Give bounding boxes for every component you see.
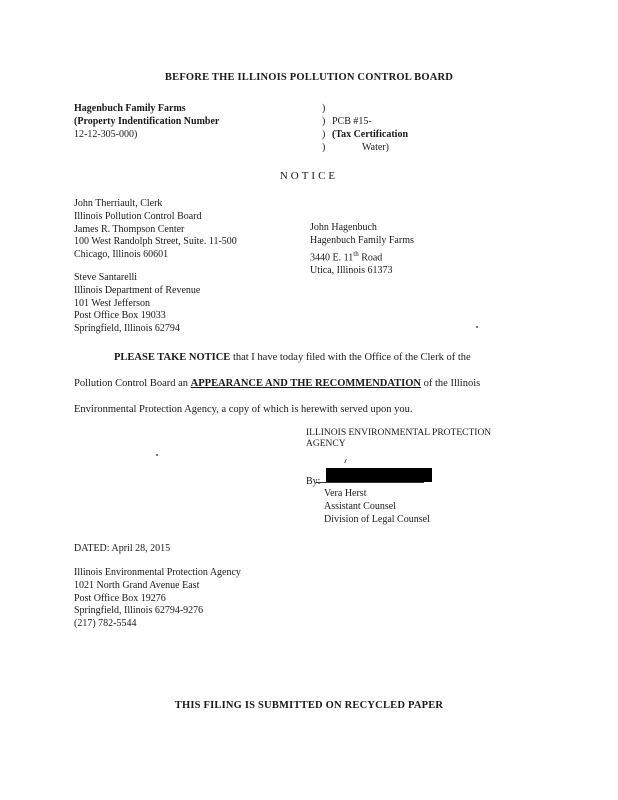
caption-paren: ) (322, 116, 326, 127)
body-line: Environmental Protection Agency, a copy of which is herewith served upon you. (74, 404, 413, 415)
caption-paren: ) (322, 142, 326, 153)
body-line (74, 352, 544, 378)
case-caption-party (74, 102, 219, 141)
notice-heading: NOTICE (279, 170, 339, 182)
address-line: 100 West Randolph Street, Suite. 11-500 (74, 236, 237, 248)
address-line: Post Office Box 19276 (74, 592, 166, 604)
address-line: (217) 782-5544 (74, 618, 137, 630)
signature-line (316, 482, 424, 483)
body-text: of the Illinois (421, 378, 481, 389)
caption-parentheses (322, 102, 325, 154)
redacted-signature (326, 468, 432, 482)
address-line: 101 West Jefferson (74, 297, 151, 309)
document-title: BEFORE THE ILLINOIS POLLUTION CONTROL BOARD (164, 72, 454, 83)
address-line: Springfield, Illinois 62794-9276 (74, 605, 204, 617)
street-suffix: th (353, 249, 359, 258)
body-text: Pollution Control Board an (74, 378, 191, 389)
clerk-address (74, 198, 237, 262)
body-line (74, 378, 544, 404)
docket-number: PCB #15- (332, 116, 372, 127)
scan-speck (156, 454, 158, 456)
epa-address (74, 567, 241, 631)
address-line: John Therriault, Clerk (74, 198, 163, 209)
signer-title: Assistant Counsel (324, 501, 396, 512)
case-type-cont: Water) (362, 142, 389, 153)
address-line: Illinois Pollution Control Board (74, 210, 202, 222)
street-rest: Road (358, 251, 383, 263)
address-line: Steve Santarelli (74, 272, 138, 283)
address-line: Post Office Box 19033 (74, 310, 166, 322)
agency-line: AGENCY (306, 439, 346, 449)
address-line: Illinois Environmental Protection Agency (74, 567, 241, 578)
hagenbuch-address (310, 222, 414, 278)
address-line: 1021 North Grand Avenue East (74, 579, 200, 591)
address-line: James R. Thompson Center (74, 223, 185, 235)
property-id-label: (Property Indentification Number (74, 116, 220, 127)
signer-block (324, 487, 430, 526)
dated-line: DATED: April 28, 2015 (74, 543, 171, 554)
case-caption-docket (332, 102, 408, 154)
address-line: John Hagenbuch (310, 222, 377, 233)
revenue-address (74, 272, 200, 336)
caption-paren: ) (322, 129, 326, 140)
property-id-number: 12-12-305-000) (74, 129, 138, 140)
scan-speck (476, 326, 478, 328)
street-number: 3440 E. 11 (310, 251, 354, 263)
please-take-notice: PLEASE TAKE NOTICE (114, 352, 231, 363)
recycled-paper-footer: THIS FILING IS SUBMITTED ON RECYCLED PAPER (174, 700, 444, 711)
address-line: Chicago, Illinois 60601 (74, 249, 169, 261)
address-line: Illinois Department of Revenue (74, 284, 201, 296)
notice-body (74, 352, 544, 430)
filing-title: APPEARANCE AND THE RECOMMENDATION (190, 378, 422, 389)
signer-name: Vera Herst (324, 488, 367, 499)
address-line (310, 248, 414, 265)
signature-mark (344, 459, 350, 463)
agency-line: ILLINOIS ENVIRONMENTAL PROTECTION (306, 428, 492, 438)
address-line: Utica, Illinois 61373 (310, 264, 393, 276)
address-line: Hagenbuch Family Farms (310, 234, 414, 246)
address-line: Springfield, Illinois 62794 (74, 323, 180, 335)
case-type: (Tax Certification (332, 129, 409, 140)
agency-name (306, 428, 491, 450)
body-text: that I have today filed with the Office of the Clerk of the (230, 352, 471, 363)
by-label: By: (306, 476, 321, 487)
signer-division: Division of Legal Counsel (324, 514, 430, 525)
caption-paren: ) (322, 103, 326, 114)
party-name: Hagenbuch Family Farms (74, 103, 186, 114)
